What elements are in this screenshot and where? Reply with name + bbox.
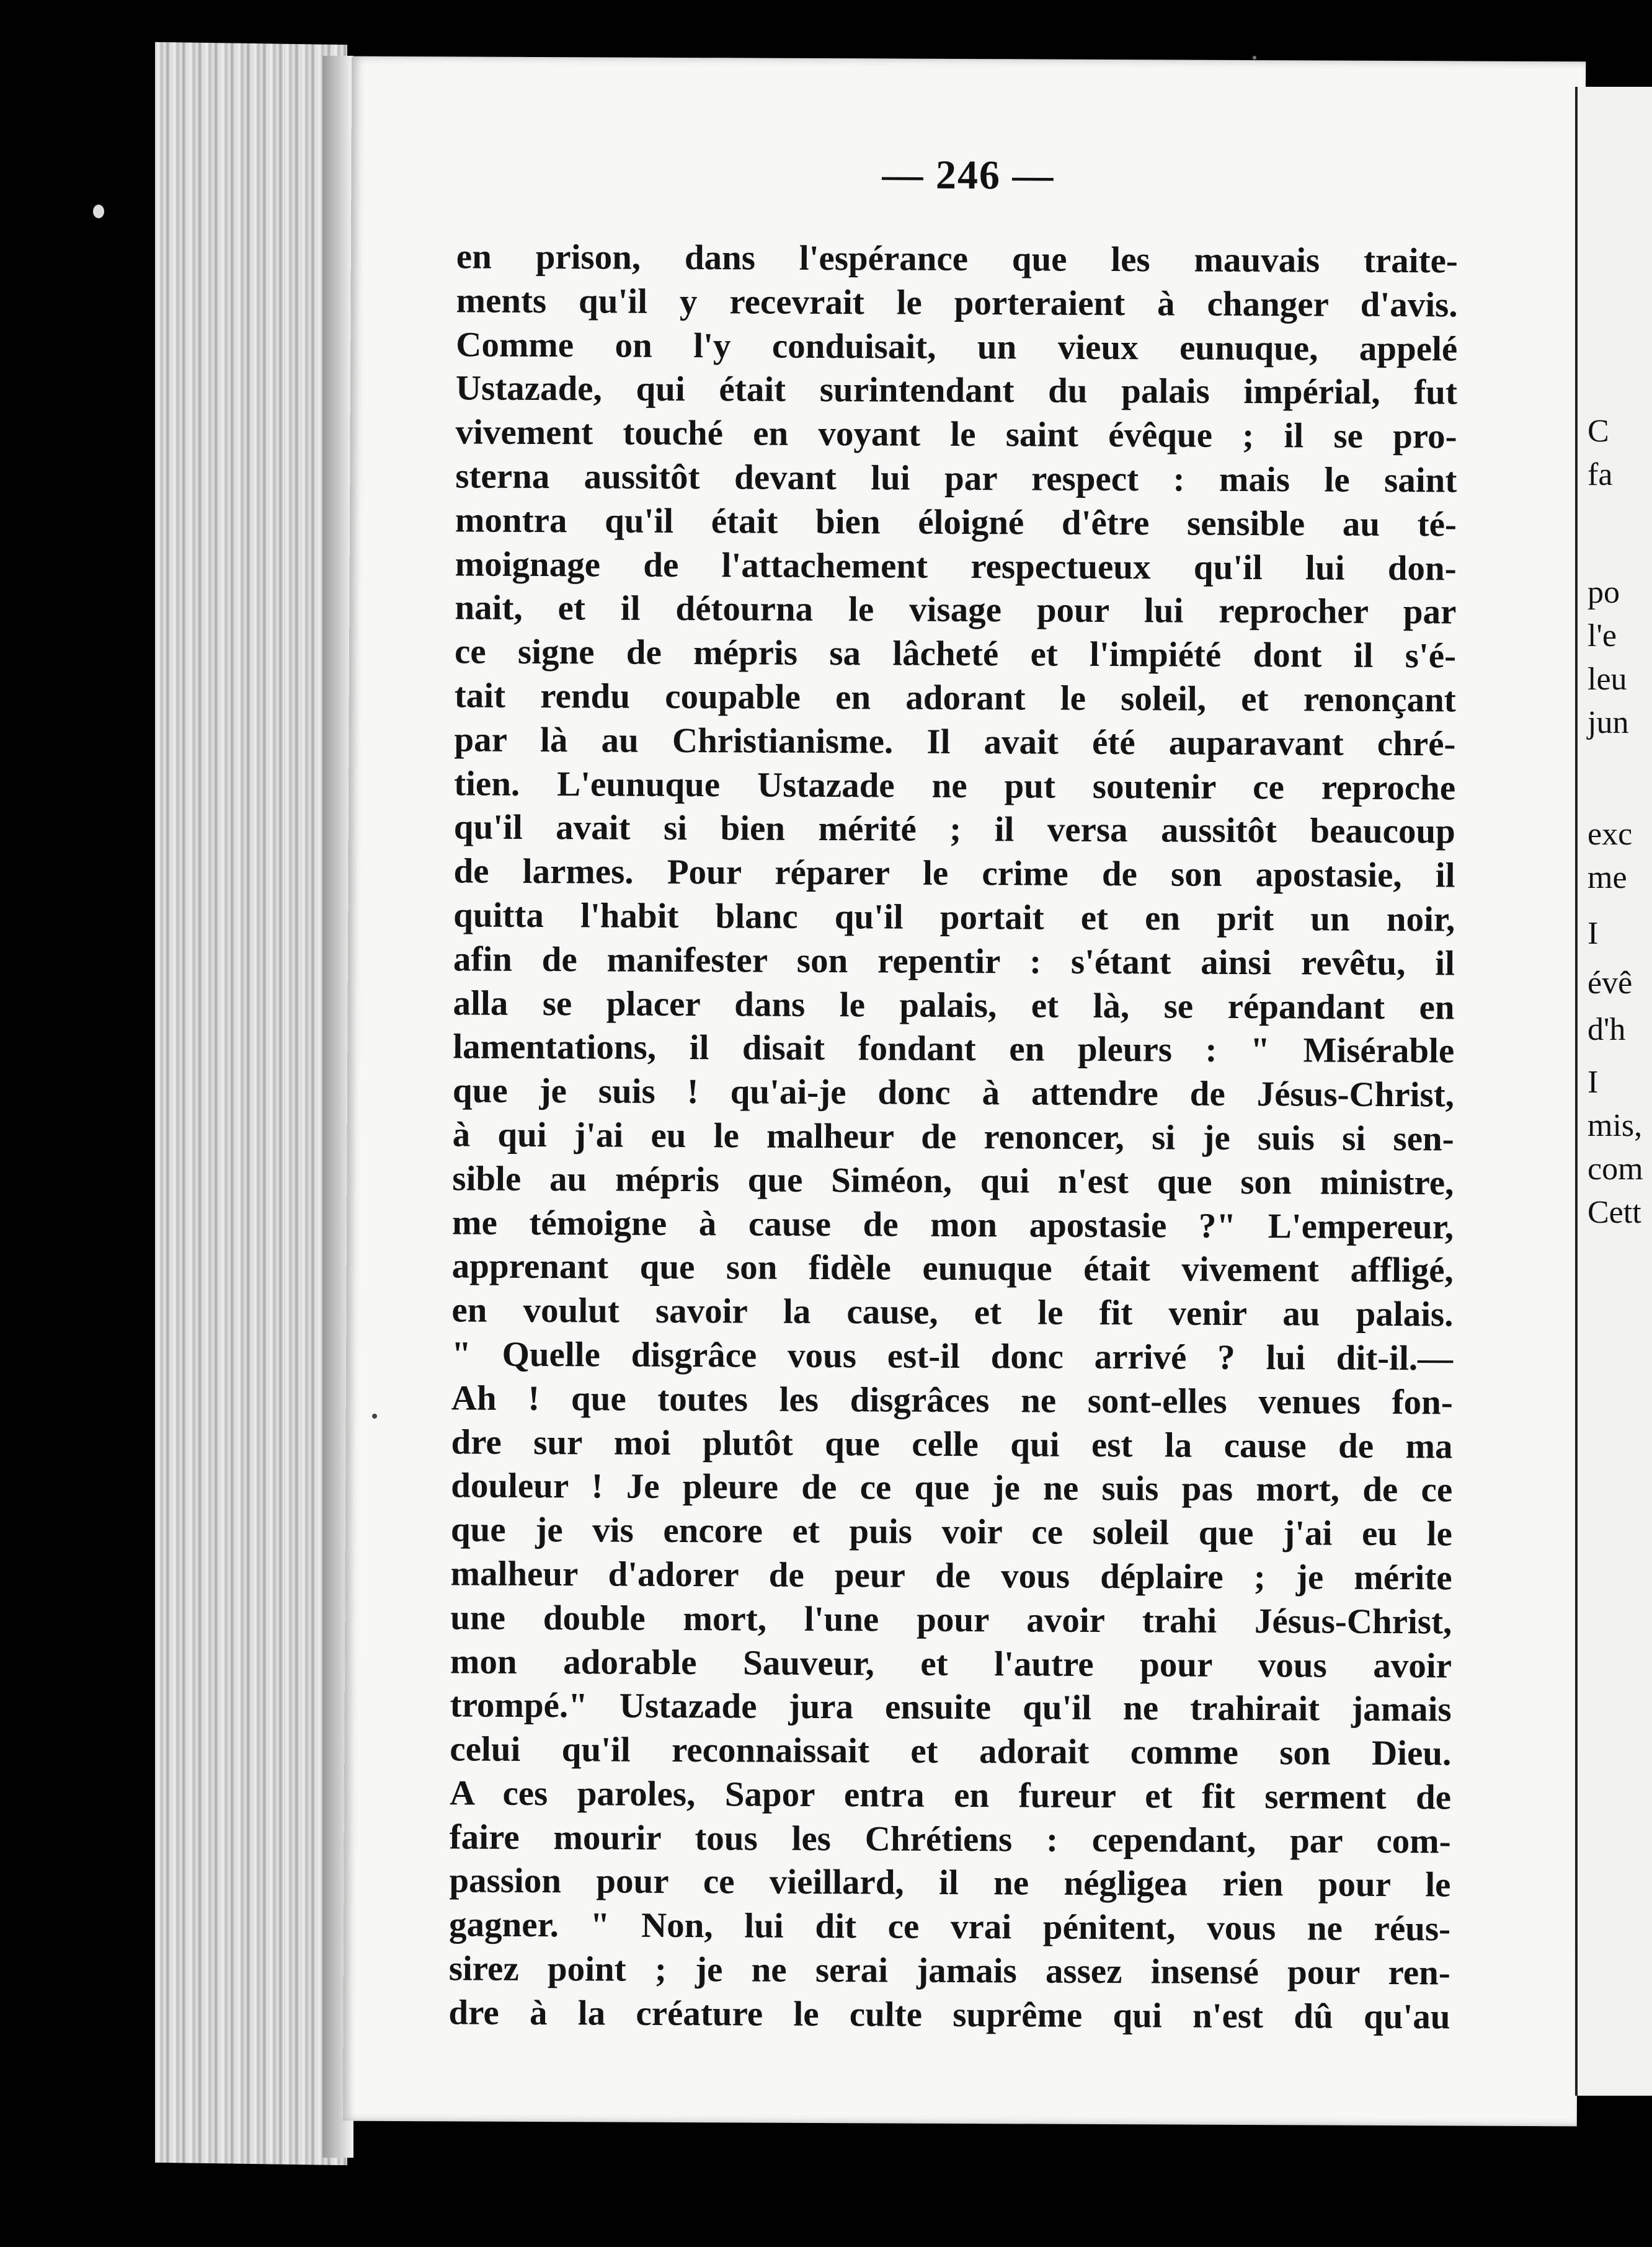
text-line: apprenant que son fidèle eunuque était vivement affligé,	[451, 1246, 1454, 1290]
text-line: malheur d'adorer de peur de vous déplaire ; je mérite	[450, 1554, 1452, 1598]
next-page-text-fragment: I	[1588, 1065, 1599, 1100]
text-line: que je vis encore et puis voir ce soleil que j'ai eu le	[450, 1510, 1453, 1554]
text-line: ce signe de mépris sa lâcheté et l'impiété dont il s'é-	[454, 632, 1457, 676]
text-line: Ah ! que toutes les disgrâces ne sont-elles venues fon-	[451, 1378, 1453, 1422]
text-line: me témoigne à cause de mon apostasie ?" L'empereur,	[451, 1202, 1454, 1246]
text-line: moignage de l'attachement respectueux qu'il lui don-	[455, 544, 1457, 588]
text-line: passion pour ce vieillard, il ne négligea rien pour le	[449, 1861, 1451, 1905]
text-line: lamentations, il disait fondant en pleurs : " Misérable	[453, 1027, 1455, 1071]
text-line: trompé." Ustazade jura ensuite qu'il ne trahirait jamais	[450, 1685, 1452, 1729]
page-body-text	[448, 235, 1458, 2039]
text-line: par là au Christianisme. Il avait été auparavant chré-	[454, 720, 1456, 764]
text-line: qu'il avait si bien mérité ; il versa aussitôt beaucoup	[453, 807, 1455, 851]
next-page-text-fragment: l'e	[1588, 618, 1617, 654]
next-page-text-fragment: leu	[1588, 662, 1627, 697]
text-line: nait, et il détourna le visage pour lui reprocher par	[455, 588, 1457, 632]
text-line: de larmes. Pour réparer le crime de son apostasie, il	[453, 851, 1455, 895]
text-line: alla se placer dans le palais, et là, se répandant en	[453, 983, 1455, 1027]
text-line: ments qu'il y recevrait le porteraient à changer d'avis.	[456, 281, 1458, 325]
text-line: en voulut savoir la cause, et le fit venir au palais.	[451, 1290, 1454, 1334]
next-page-text-fragment: C	[1588, 414, 1609, 449]
next-page-text-fragment: Cett	[1588, 1195, 1641, 1230]
text-line: tien. L'eunuque Ustazade ne put soutenir ce reproche	[454, 763, 1456, 808]
text-line: quitta l'habit blanc qu'il portait et en prit un noir,	[453, 895, 1455, 939]
page-number: — 246 —	[882, 152, 1055, 198]
dust-speck	[1253, 56, 1256, 60]
text-line: sterna aussitôt devant lui par respect : mais le saint	[455, 456, 1457, 500]
text-line: une double mort, l'une pour avoir trahi Jésus-Christ,	[450, 1598, 1452, 1642]
dust-speck	[372, 1414, 377, 1419]
next-page-text-fragment: exc	[1588, 817, 1633, 852]
dust-speck	[93, 205, 104, 218]
next-page-text-fragment: com	[1588, 1151, 1643, 1187]
text-line: dre sur moi plutôt que celle qui est la cause de ma	[451, 1422, 1453, 1466]
text-line: sirez point ; je ne serai jamais assez insensé pour ren-	[448, 1949, 1450, 1993]
next-page-sliver	[1575, 87, 1652, 2096]
book-page-edges	[155, 42, 347, 2165]
text-line: douleur ! Je pleure de ce que je ne suis pas mort, de ce	[451, 1466, 1453, 1510]
text-line: sible au mépris que Siméon, qui n'est que son ministre,	[452, 1159, 1454, 1203]
text-line: montra qu'il était bien éloigné d'être sensible au té-	[455, 500, 1457, 544]
next-page-text-fragment: d'h	[1588, 1012, 1626, 1047]
next-page-text-fragment: me	[1588, 860, 1627, 895]
next-page-text-fragment: po	[1588, 575, 1620, 610]
text-line: en prison, dans l'espérance que les mauvais traite-	[456, 237, 1458, 281]
book-page	[343, 56, 1586, 2127]
text-line: A ces paroles, Sapor entra en fureur et fit serment de	[449, 1773, 1452, 1817]
text-line: " Quelle disgrâce vous est-il donc arrivé ? lui dit-il.—	[451, 1334, 1454, 1378]
text-line: vivement touché en voyant le saint évêque ; il se pro-	[455, 412, 1457, 456]
next-page-text-fragment: I	[1588, 916, 1599, 951]
text-line: à qui j'ai eu le malheur de renoncer, si je suis si sen-	[452, 1115, 1454, 1159]
text-line: faire mourir tous les Chrétiens : cependant, par com-	[449, 1817, 1451, 1861]
text-line: Ustazade, qui était surintendant du palais impérial, fut	[455, 368, 1458, 412]
next-page-text-fragment: jun	[1588, 705, 1629, 740]
text-line: celui qu'il reconnaissait et adorait comme son Dieu.	[450, 1729, 1452, 1773]
text-line: tait rendu coupable en adorant le soleil, et renonçant	[454, 676, 1456, 720]
text-line: gagner. " Non, lui dit ce vrai pénitent, vous ne réus-	[448, 1905, 1451, 1949]
next-page-text-fragment: évê	[1588, 965, 1633, 1001]
text-line: que je suis ! qu'ai-je donc à attendre de Jésus-Christ,	[452, 1071, 1455, 1115]
next-page-text-fragment: fa	[1588, 457, 1613, 492]
text-line: Comme on l'y conduisait, un vieux eunuque, appelé	[456, 325, 1458, 369]
text-line: afin de manifester son repentir : s'étant ainsi revêtu, il	[453, 939, 1455, 983]
text-line: dre à la créature le culte suprême qui n'est dû qu'au	[448, 1993, 1450, 2037]
next-page-text-fragment: mis,	[1588, 1108, 1643, 1143]
text-line: mon adorable Sauveur, et l'autre pour vous avoir	[450, 1641, 1452, 1685]
